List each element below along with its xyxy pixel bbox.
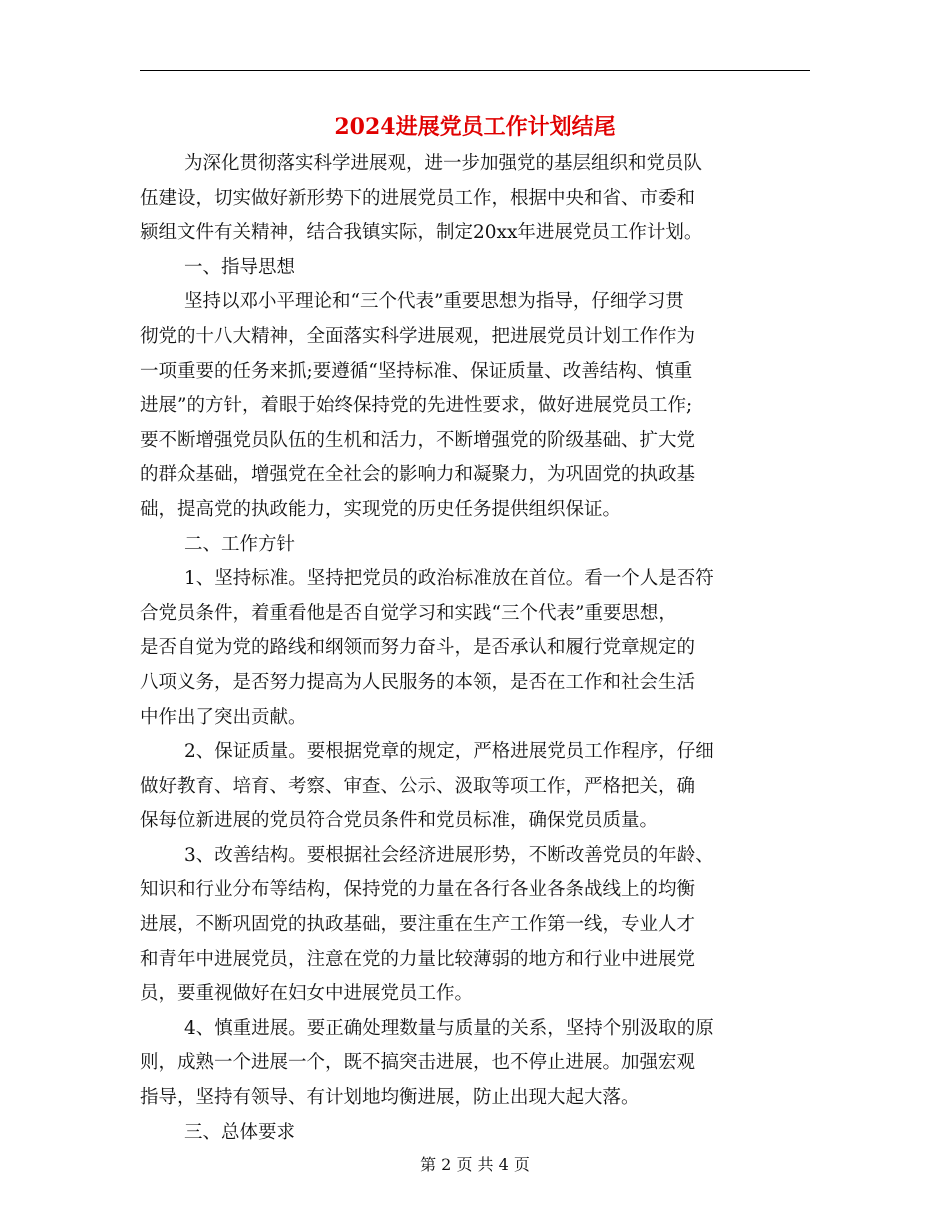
paragraph-line: 和青年中进展党员，注意在党的力量比较薄弱的地方和行业中进展党 — [140, 948, 696, 970]
document-title: 2024进展党员工作计划结尾 — [334, 114, 616, 140]
paragraph-line: 1、坚持标准。坚持把党员的政治标准放在首位。看一个人是否符 — [184, 568, 714, 590]
paragraph-line: 坚持以邓小平理论和“三个代表”重要思想为指导，仔细学习贯 — [184, 291, 684, 313]
paragraph-line: 员，要重视做好在妇女中进展党员工作。 — [140, 983, 474, 1005]
paragraph-line: 进展，不断巩固党的执政基础，要注重在生产工作第一线，专业人才 — [140, 914, 696, 936]
paragraph-line: 进展”的方针，着眼于始终保持党的先进性要求，做好进展党员工作; — [140, 395, 693, 417]
paragraph-line: 则，成熟一个进展一个，既不搞突击进展，也不停止进展。加强宏观 — [140, 1052, 696, 1074]
paragraph-line: 颍组文件有关精神，结合我镇实际，制定20xx年进展党员工作计划。 — [140, 222, 703, 244]
paragraph-line: 指导，坚持有领导、有计划地均衡进展，防止出现大起大落。 — [140, 1087, 640, 1109]
paragraph-line: 中作出了突出贡献。 — [140, 706, 307, 728]
paragraph-line: 为深化贯彻落实科学进展观，进一步加强党的基层组织和党员队 — [184, 153, 703, 174]
paragraph-line: 要不断增强党员队伍的生机和活力，不断增强党的阶级基础、扩大党 — [140, 429, 696, 451]
paragraph-line: 一项重要的任务来抓;要遵循“坚持标准、保证质量、改善结构、慎重 — [140, 360, 693, 382]
paragraph-line: 4、慎重进展。要正确处理数量与质量的关系，坚持个别汲取的原 — [184, 1017, 714, 1039]
paragraph-line: 础，提高党的执政能力，实现党的历史任务提供组织保证。 — [140, 498, 622, 520]
paragraph-line: 保每位新进展的党员符合党员条件和党员标准，确保党员质量。 — [140, 810, 659, 832]
section-heading: 三、总体要求 — [184, 1121, 296, 1143]
paragraph-line: 伍建设，切实做好新形势下的进展党员工作，根据中央和省、市委和 — [140, 187, 696, 209]
paragraph-line: 知识和行业分布等结构，保持党的力量在各行各业各条战线上的均衡 — [140, 879, 696, 901]
paragraph-line: 做好教育、培育、考察、审查、公示、汲取等项工作，严格把关，确 — [140, 775, 696, 797]
paragraph-line: 2、保证质量。要根据党章的规定，严格进展党员工作程序，仔细 — [184, 741, 714, 763]
paragraph-line: 的群众基础，增强党在全社会的影响力和凝聚力，为巩固党的执政基 — [140, 464, 696, 486]
section-heading: 一、指导思想 — [184, 256, 296, 278]
paragraph-line: 3、改善结构。要根据社会经济进展形势，不断改善党员的年龄、 — [184, 844, 714, 866]
section-heading: 二、工作方针 — [184, 533, 296, 555]
page-number: 第 2 页 共 4 页 — [420, 1155, 530, 1174]
paragraph-line: 彻党的十八大精神，全面落实科学进展观，把进展党员计划工作作为 — [140, 325, 696, 347]
document-body — [140, 147, 812, 1150]
paragraph-line: 合党员条件，着重看他是否自觉学习和实践“三个代表”重要思想， — [140, 602, 677, 624]
paragraph-line: 八项义务，是否努力提高为人民服务的本领，是否在工作和社会生活 — [140, 671, 696, 693]
paragraph-line: 是否自觉为党的路线和纲领而努力奋斗，是否承认和履行党章规定的 — [140, 637, 696, 659]
header-rule — [140, 70, 810, 71]
